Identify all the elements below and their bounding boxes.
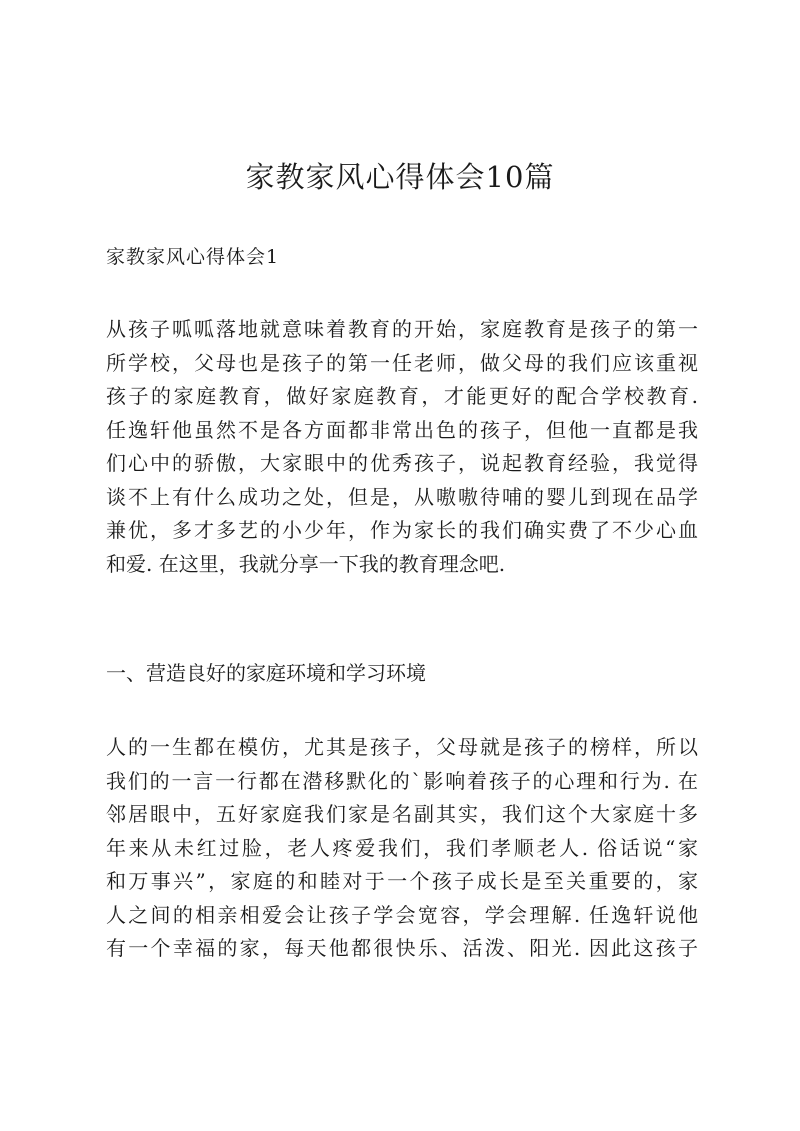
- paragraph-line: 兼优，多才多艺的小少年，作为家长的我们确实费了不少心血: [106, 518, 698, 542]
- section-heading: 一、营造良好的家庭环境和学习环境: [106, 661, 426, 685]
- paragraph-line: 所学校，父母也是孩子的第一任老师，做父母的我们应该重视: [106, 350, 698, 375]
- paragraph-intro: [106, 313, 698, 581]
- section-subtitle: 家教家风心得体会1: [106, 246, 280, 268]
- paragraph-line: 人之间的相亲相爱会让孩子学会宽容，学会理解. 任逸轩说他: [106, 902, 698, 927]
- paragraph-line: 有一个幸福的家，每天他都很快乐、活泼、阳光. 因此这孩子: [106, 936, 698, 960]
- paragraph-line: 们心中的骄傲，大家眼中的优秀孩子，说起教育经验，我觉得: [106, 451, 698, 475]
- paragraph-line: 从孩子呱呱落地就意味着教育的开始，家庭教育是孩子的第一: [106, 317, 698, 341]
- paragraph-line: 谈不上有什么成功之处，但是，从嗷嗷待哺的婴儿到现在品学: [106, 484, 698, 509]
- paragraph-environment: [106, 731, 698, 966]
- paragraph-line: 和万事兴”，家庭的和睦对于一个孩子成长是至关重要的，家: [106, 869, 698, 893]
- paragraph-line: 任逸轩他虽然不是各方面都非常出色的孩子，但他一直都是我: [106, 417, 698, 442]
- paragraph-line: 我们的一言一行都在潜移默化的`影响着孩子的心理和行为. 在: [106, 768, 698, 793]
- paragraph-line: 和爱. 在这里，我就分享一下我的教育理念吧.: [106, 551, 506, 576]
- document-title: 家教家风心得体会10篇: [245, 160, 555, 194]
- paragraph-line: 人的一生都在模仿，尤其是孩子，父母就是孩子的榜样，所以: [106, 735, 698, 759]
- paragraph-line: 年来从未红过脸，老人疼爱我们，我们孝顺老人. 俗话说“家: [106, 835, 698, 860]
- paragraph-line: 邻居眼中，五好家庭我们家是名副其实，我们这个大家庭十多: [106, 802, 698, 826]
- paragraph-line: 孩子的家庭教育，做好家庭教育，才能更好的配合学校教育.: [106, 384, 698, 408]
